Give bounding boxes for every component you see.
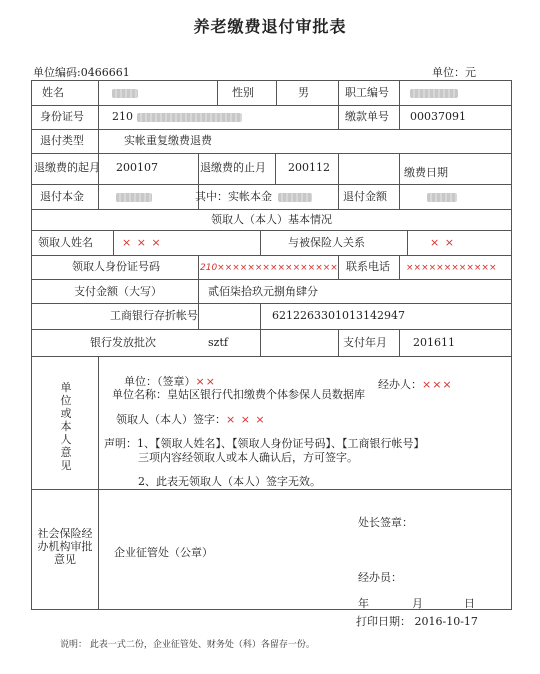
id-prefix: 210 xyxy=(112,110,133,123)
name-label: 姓名 xyxy=(42,86,64,99)
office-seal-label: 企业征管处（公章） xyxy=(114,546,213,559)
relation-label: 与被保险人关系 xyxy=(288,236,365,249)
opinion-operator-handwritten: ××× xyxy=(422,378,453,391)
recipient-sign xyxy=(116,413,266,427)
approval-year-label: 年 xyxy=(358,597,369,610)
end-month-value: 200112 xyxy=(288,161,330,174)
amount-words-label: 支付金额（大写） xyxy=(74,285,162,298)
unit-name: 单位名称：皇姑区银行代扣缴费个体参保人员数据库 xyxy=(112,388,365,401)
recipient-id-handwritten: 210×××××××××××××××× xyxy=(200,263,338,273)
refund-amount-label: 退付金额 xyxy=(343,190,387,203)
gender-label: 性别 xyxy=(232,86,254,99)
unit-sign-handwritten: ×× xyxy=(195,375,216,388)
pay-date-label: 缴费日期 xyxy=(404,166,448,179)
print-date: 打印日期： 2016-10-17 xyxy=(356,615,478,628)
start-month-value: 200107 xyxy=(116,161,158,174)
id-label: 身份证号 xyxy=(40,110,84,123)
declaration-line-2: 三项内容经领取人或本人确认后，方可签字。 xyxy=(138,451,358,464)
opinion-operator xyxy=(378,378,453,392)
refund-amount-redacted xyxy=(427,190,457,204)
recipient-name-label: 领取人姓名 xyxy=(38,236,93,249)
chief-sign-label: 处长签章： xyxy=(358,516,413,529)
refund-type-label: 退付类型 xyxy=(40,134,84,147)
amount-words-value: 贰佰柒拾玖元捌角肆分 xyxy=(208,285,318,298)
phone-label: 联系电话 xyxy=(346,260,390,273)
unit-code-value: 0466661 xyxy=(80,66,130,79)
declaration-line-3: 2、此表无领取人（本人）签字无效。 xyxy=(138,475,321,488)
staff-no-redacted xyxy=(410,86,458,100)
recipient-section-header: 领取人（本人）基本情况 xyxy=(211,213,332,226)
unit-sign-text: 单位：（签章） xyxy=(124,375,196,388)
gender-value: 男 xyxy=(298,86,309,99)
declaration-line-1: 声明：1、【领取人姓名】、【领取人身份证号码】、【工商银行帐号】 xyxy=(104,437,425,450)
approval-side-label: 社会保险经办机构审批意见 xyxy=(37,527,93,566)
account-value: 6212263301013142947 xyxy=(272,309,405,322)
end-month-label: 退缴费的止月 xyxy=(200,161,266,174)
phone-handwritten: ×××××××××××× xyxy=(406,263,497,273)
unit-code-label: 单位编码: xyxy=(33,66,81,79)
approval-day-label: 日 xyxy=(464,597,475,610)
relation-handwritten: × × xyxy=(430,236,455,249)
recipient-id-label: 领取人身份证号码 xyxy=(72,260,160,273)
recipient-sign-label: 领取人（本人）签字： xyxy=(116,413,226,426)
unit-sign-label xyxy=(124,375,216,389)
approval-operator-label: 经办员： xyxy=(358,571,402,584)
pay-month-label: 支付年月 xyxy=(343,336,387,349)
footer-note: 说明： 此表一式二份，企业征管处、财务处（科）各留存一份。 xyxy=(60,640,315,650)
refund-type-value: 实帐重复缴费退费 xyxy=(124,134,212,147)
recipient-sign-handwritten: × × × xyxy=(226,413,266,426)
batch-label: 银行发放批次 xyxy=(90,336,156,349)
form-title: 养老缴费退付审批表 xyxy=(193,17,347,36)
start-month-label: 退缴费的起月 xyxy=(34,161,100,174)
unit-code xyxy=(33,64,130,80)
staff-no-label: 职工编号 xyxy=(345,86,389,99)
approval-form xyxy=(31,80,512,610)
recipient-name-handwritten: × × × xyxy=(122,236,162,249)
actual-principal-redacted xyxy=(278,190,312,204)
principal-label: 退付本金 xyxy=(40,190,84,203)
pay-month-value: 201611 xyxy=(413,336,455,349)
batch-value: sztf xyxy=(208,336,228,349)
pay-no-label: 缴款单号 xyxy=(345,110,389,123)
name-value-redacted xyxy=(112,86,138,100)
actual-principal-label: 其中：实帐本金 xyxy=(195,190,272,203)
account-label: 工商银行存折帐号 xyxy=(110,309,198,322)
pay-no-value: 00037091 xyxy=(410,110,466,123)
opinion-operator-label: 经办人： xyxy=(378,378,422,391)
principal-redacted xyxy=(116,190,152,204)
id-value xyxy=(112,110,242,124)
opinion-side-label: 单位或本人意见 xyxy=(60,381,72,472)
unit-label: 单位：元 xyxy=(432,66,476,79)
approval-month-label: 月 xyxy=(412,597,423,610)
